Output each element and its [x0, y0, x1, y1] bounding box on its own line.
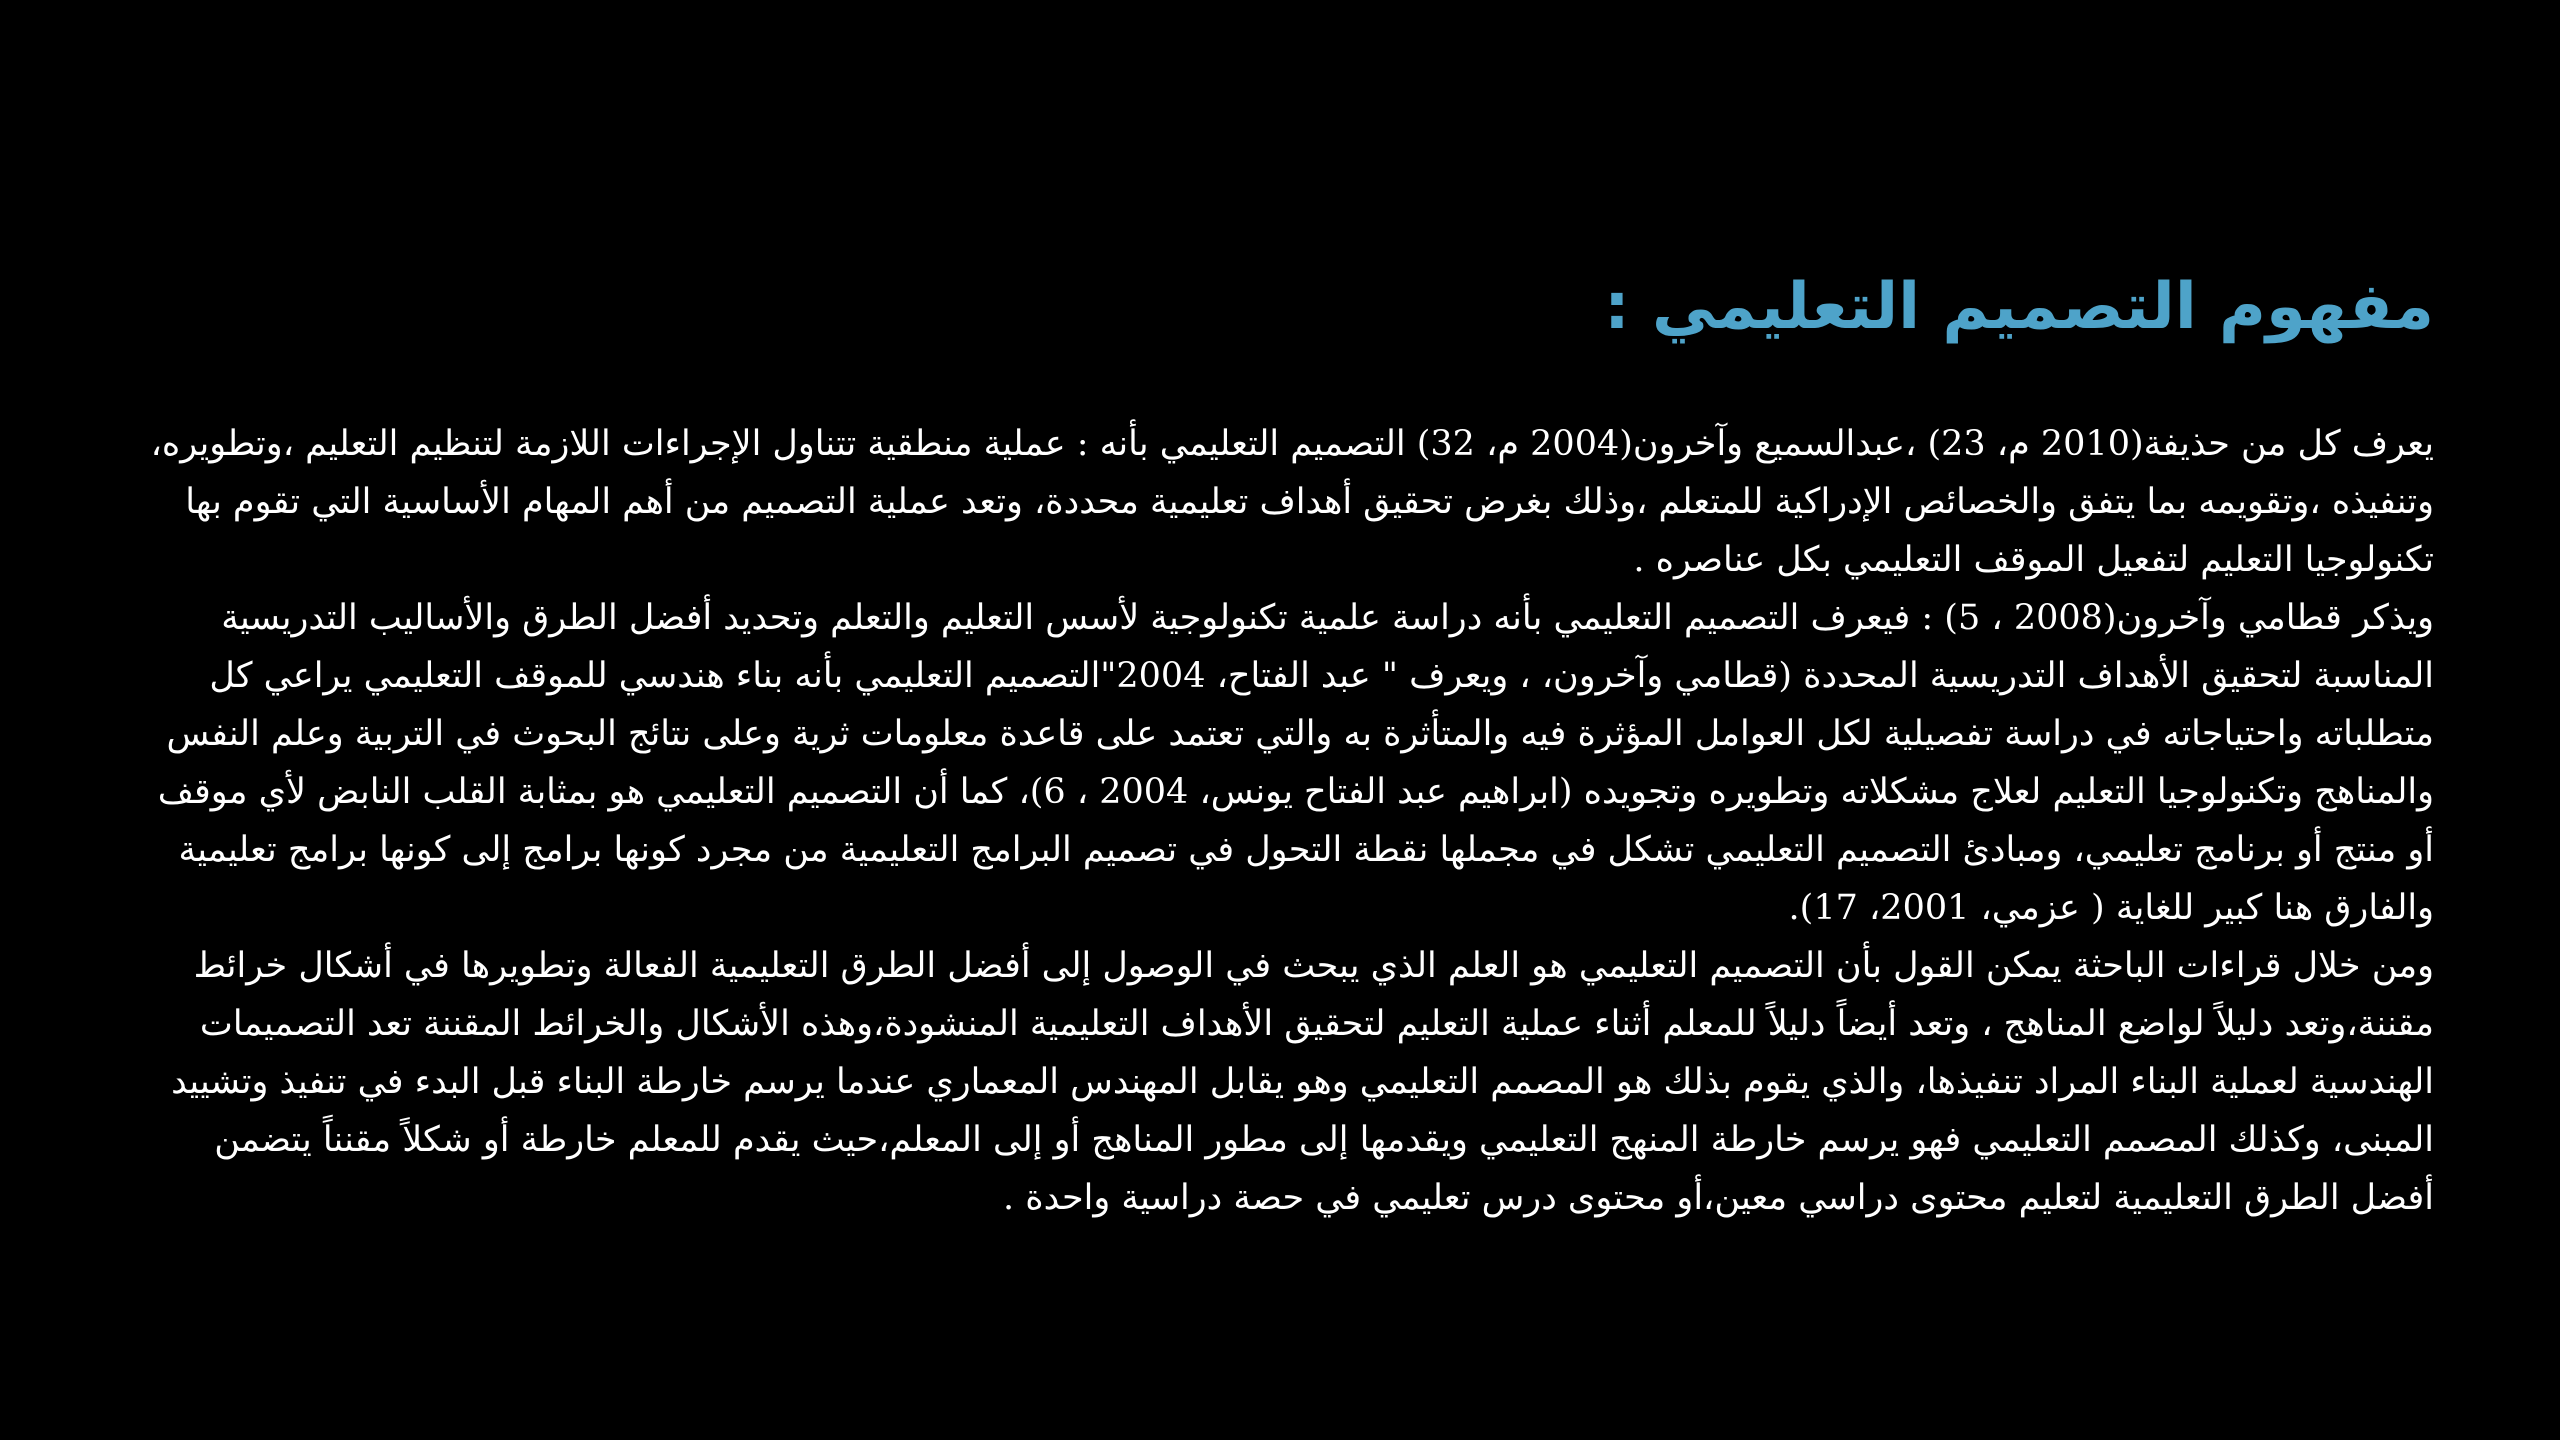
slide-title: مفهوم التصميم التعليمي : [1604, 270, 2434, 344]
paragraph-qatami: ويذكر قطامي وآخرون(2008 ، 5) : فيعرف التصميم التعليمي بأنه دراسة علمية تكنولوجية لأسس التعليم والتعلم وتحديد أفضل الطرق والأساليب التدريسية المناسبة لتحقيق الأهداف التدريسية المحددة (قطامي وآخرون، ، ويعرف " عبد الفتاح، 2004"التصميم التعليمي بأنه بناء هندسي للموقف التعليمي يراعي كل متطلباته واحتياجاته في دراسة تفصيلية لكل العوامل المؤثرة فيه والمتأثرة به والتي تعتمد على قاعدة معلومات ثرية وعلى نتائج البحوث في التربية وعلم النفس والمناهج وتكنولوجيا التعليم لعلاج مشكلاته وتطويره وتجويده (ابراهيم عبد الفتاح يونس، 2004 ، 6)، كما أن التصميم التعليمي هو بمثابة القلب النابض لأي موقف أو منتج أو برنامج تعليمي، ومبادئ التصميم التعليمي تشكل في مجملها نقطة التحول في تصميم البرامج التعليمية من مجرد كونها برامج إلى كونها برامج تعليمية والفارق هنا كبير للغاية ( عزمي، 2001، 17). [157, 598, 2434, 928]
paragraph-definition: يعرف كل من حذيفة(2010 م، 23) ،عبدالسميع وآخرون(2004 م، 32) التصميم التعليمي بأنه : عملية منطقية تتناول الإجراءات اللازمة لتنظيم التعليم ،وتطويره، وتنفيذه ،وتقويمه بما يتفق والخصائص الإدراكية للمتعلم ،وذلك بغرض تحقيق أهداف تعليمية محددة، وتعد عملية التصميم من أهم المهام الأساسية التي تقوم بها تكنولوجيا التعليم لتفعيل الموقف التعليمي بكل عناصره . [150, 424, 2434, 580]
slide-body [144, 415, 2434, 1227]
paragraph-researcher: ومن خلال قراءات الباحثة يمكن القول بأن التصميم التعليمي هو العلم الذي يبحث في الوصول إلى أفضل الطرق التعليمية الفعالة وتطويرها في أشكال خرائط مقننة،وتعد دليلاً لواضع المناهج ، وتعد أيضاً دليلاً للمعلم أثناء عملية التعليم لتحقيق الأهداف التعليمية المنشودة،وهذه الأشكال والخرائط المقننة تعد التصميمات الهندسية لعملية البناء المراد تنفيذها، والذي يقوم بذلك هو المصمم التعليمي وهو يقابل المهندس المعماري عندما يرسم خارطة البناء قبل البدء في تنفيذ وتشييد المبنى، وكذلك المصمم التعليمي فهو يرسم خارطة المنهج التعليمي ويقدمها إلى مطور المناهج أو إلى المعلم،حيث يقدم للمعلم خارطة أو شكلاً مقنناً يتضمن أفضل الطرق التعليمية لتعليم محتوى دراسي معين،أو محتوى درس تعليمي في حصة دراسية واحدة . [171, 946, 2434, 1218]
